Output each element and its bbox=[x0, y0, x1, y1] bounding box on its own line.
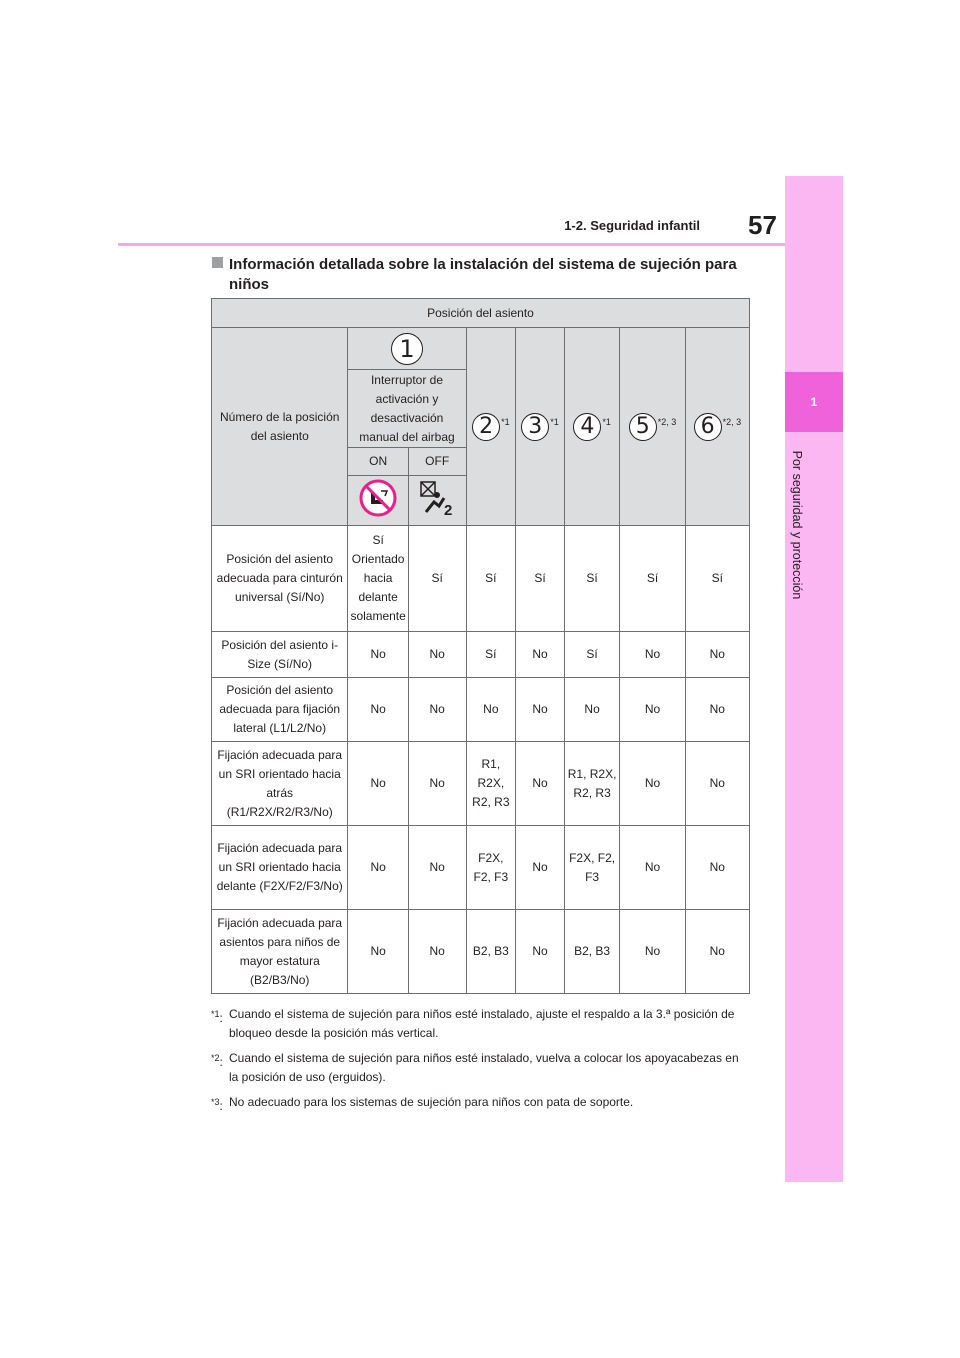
svg-text:2: 2 bbox=[444, 501, 453, 518]
table-cell: Sí bbox=[516, 526, 565, 632]
cell-note: Orientado hacia delante solamente bbox=[350, 552, 406, 623]
footnotes bbox=[211, 1005, 751, 1118]
chapter-number: 1 bbox=[785, 372, 843, 432]
table-cell: No bbox=[516, 678, 565, 742]
table-cell: No bbox=[466, 678, 516, 742]
table-top-header: Posición del asiento bbox=[212, 299, 750, 328]
table-cell: No bbox=[408, 826, 466, 910]
seat-note: *2, 3 bbox=[722, 416, 742, 427]
row-label: Posición del asiento adecuada para cinturón universal (Sí/No) bbox=[212, 526, 348, 632]
table-cell: No bbox=[348, 632, 408, 678]
table-cell: No bbox=[348, 742, 408, 826]
no-rear-facing-child-seat-icon bbox=[359, 479, 397, 517]
cell-value: Sí bbox=[372, 533, 384, 547]
table-cell: No bbox=[685, 910, 749, 994]
footnote-mark: $^{*1}$: bbox=[211, 1009, 223, 1025]
seat-1-header bbox=[348, 328, 466, 370]
airbag-switch-label: Interruptor de activación y desactivación manual del airbag bbox=[348, 370, 466, 448]
seat-number-icon: 6 bbox=[694, 413, 722, 441]
seat-2-header bbox=[466, 328, 516, 526]
seat-note: *1 bbox=[550, 416, 559, 427]
table-cell: No bbox=[685, 826, 749, 910]
seat-1-number-icon: 1 bbox=[391, 333, 423, 365]
table-cell: No bbox=[564, 678, 620, 742]
airbag-off-icon-cell bbox=[408, 476, 466, 526]
row-label: Fijación adecuada para un SRI orientado hacia atrás (R1/R2X/R2/R3/No) bbox=[212, 742, 348, 826]
table-cell: Sí bbox=[620, 526, 685, 632]
heading-line-2: niños bbox=[229, 276, 269, 293]
table-cell: No bbox=[516, 826, 565, 910]
table-cell: Sí bbox=[564, 526, 620, 632]
table-cell: No bbox=[516, 742, 565, 826]
table-cell: R1, R2X, R2, R3 bbox=[466, 742, 516, 826]
seat-note: *2, 3 bbox=[657, 416, 677, 427]
table-cell: R1, R2X, R2, R3 bbox=[564, 742, 620, 826]
heading-line-1: Información detallada sobre la instalación del sistema de sujeción para bbox=[229, 256, 737, 273]
table-cell: No bbox=[516, 632, 565, 678]
table-cell: No bbox=[685, 632, 749, 678]
table-cell: Sí bbox=[564, 632, 620, 678]
table-cell: No bbox=[620, 826, 685, 910]
table-cell: Sí bbox=[466, 632, 516, 678]
table-cell: Sí bbox=[466, 526, 516, 632]
seat-note: *1 bbox=[501, 416, 510, 427]
airbag-off-label: OFF bbox=[408, 448, 466, 476]
seat-note: *1 bbox=[602, 416, 611, 427]
row-label: Fijación adecuada para asientos para niños de mayor estatura (B2/B3/No) bbox=[212, 910, 348, 994]
table-cell: No bbox=[408, 632, 466, 678]
section-heading bbox=[212, 255, 742, 295]
footnote-2 bbox=[211, 1049, 751, 1087]
table-cell: No bbox=[620, 678, 685, 742]
seat-number-icon: 3 bbox=[521, 413, 549, 441]
row-label: Posición del asiento adecuada para fijación lateral (L1/L2/No) bbox=[212, 678, 348, 742]
table-cell: No bbox=[348, 910, 408, 994]
chapter-side-tab bbox=[785, 176, 843, 1182]
footnote-3 bbox=[211, 1093, 751, 1112]
table-cell: B2, B3 bbox=[466, 910, 516, 994]
table-cell: Sí bbox=[408, 526, 466, 632]
page-number: 57 bbox=[748, 210, 777, 240]
table-cell bbox=[348, 526, 408, 632]
footnote-1 bbox=[211, 1005, 751, 1043]
table-cell: No bbox=[685, 678, 749, 742]
seat-4-header bbox=[564, 328, 620, 526]
table-cell: No bbox=[620, 632, 685, 678]
airbag-on-icon-cell bbox=[348, 476, 408, 526]
header-rule bbox=[118, 243, 785, 246]
seat-number-row-header: Número de la posición del asiento bbox=[212, 328, 348, 526]
footnote-text: Cuando el sistema de sujeción para niños esté instalado, vuelva a colocar los apoyacabezas en la posición de uso (erguidos). bbox=[229, 1051, 739, 1084]
table-cell: No bbox=[408, 742, 466, 826]
row-label: Posición del asiento i-Size (Sí/No) bbox=[212, 632, 348, 678]
heading-bullet-icon bbox=[212, 257, 223, 268]
footnote-text: Cuando el sistema de sujeción para niños esté instalado, ajuste el respaldo a la 3.ª posición de bloqueo desde la posición más vertical. bbox=[229, 1007, 735, 1040]
seat-6-header bbox=[685, 328, 749, 526]
table-cell: Sí bbox=[685, 526, 749, 632]
footnote-mark: $^{*2}$: bbox=[211, 1053, 223, 1069]
airbag-on-label: ON bbox=[348, 448, 408, 476]
table-cell: No bbox=[348, 826, 408, 910]
seat-5-header bbox=[620, 328, 685, 526]
seat-number-icon: 2 bbox=[472, 413, 500, 441]
table-cell: No bbox=[516, 910, 565, 994]
seat-3-header bbox=[516, 328, 565, 526]
table-cell: B2, B3 bbox=[564, 910, 620, 994]
table-cell: No bbox=[685, 742, 749, 826]
table-cell: F2X, F2, F3 bbox=[466, 826, 516, 910]
section-title: 1-2. Seguridad infantil bbox=[564, 218, 700, 233]
table-cell: No bbox=[408, 910, 466, 994]
airbag-off-icon bbox=[417, 478, 457, 518]
seat-number-icon: 5 bbox=[629, 413, 657, 441]
row-label: Fijación adecuada para un SRI orientado hacia delante (F2X/F2/F3/No) bbox=[212, 826, 348, 910]
table-cell: F2X, F2, F3 bbox=[564, 826, 620, 910]
chapter-title: Por seguridad y protección bbox=[790, 450, 804, 600]
seat-number-icon: 4 bbox=[573, 413, 601, 441]
child-seat-table bbox=[211, 298, 750, 994]
footnote-text: No adecuado para los sistemas de sujeción para niños con pata de soporte. bbox=[229, 1095, 634, 1109]
table-cell: No bbox=[348, 678, 408, 742]
footnote-mark: $^{*3}$: bbox=[211, 1097, 223, 1113]
table-cell: No bbox=[620, 742, 685, 826]
table-cell: No bbox=[620, 910, 685, 994]
table-cell: No bbox=[408, 678, 466, 742]
